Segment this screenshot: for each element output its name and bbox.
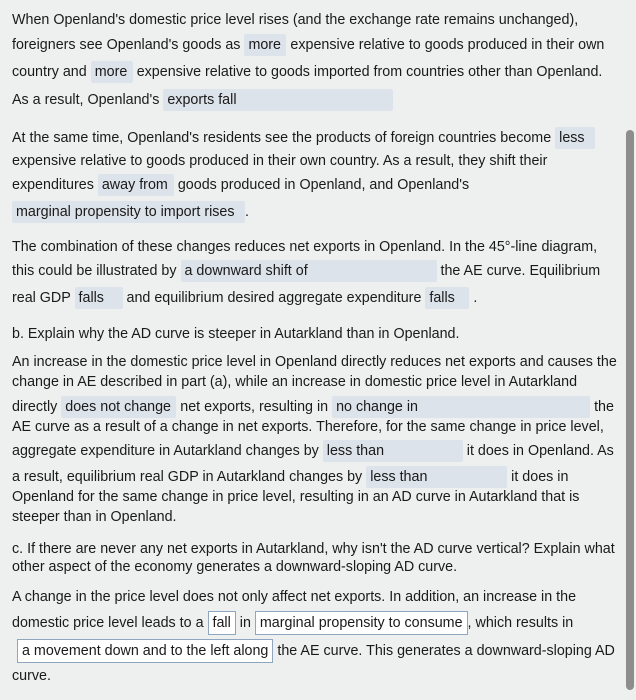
p4-text: it does in Openland. As [466,442,614,459]
p1-text: foreigners see Openland's goods as [12,36,241,53]
p1-line2 [12,34,604,56]
p1-line3 [12,61,602,83]
p3-text: and equilibrium desired aggregate expenditure [126,289,422,306]
p4-text: the [594,398,614,415]
p1-text: expensive relative to goods produced in their own [290,36,605,53]
p4-line6 [12,466,568,488]
p4-line2: change in AE described in part (a), while an increase in domestic price level in Autarkland [12,374,578,390]
answer-dropdown-desired-ae[interactable]: falls [425,287,469,309]
p1-line1: When Openland's domestic price level rises (and the exchange rate remains unchanged), [12,12,579,28]
answer-dropdown-imports-relative[interactable]: more [91,61,133,83]
p2-line3 [12,174,469,196]
p3-line1: The combination of these changes reduces net exports in Openland. In the 45°-line diagram, [12,239,598,255]
p2-text: At the same time, Openland's residents see the products of foreign countries become [12,129,552,146]
p1-text: expensive relative to goods imported from countries other than Openland. [136,63,603,80]
p4-line3 [12,396,614,418]
p3-text: real GDP [12,289,71,306]
p5-line1: A change in the price level does not only affect net exports. In addition, an increase in the [12,589,577,605]
p4-text: a result, equilibrium real GDP in Autarkland changes by [12,468,363,485]
p2-line1 [12,127,595,149]
p4-text: aggregate expenditure in Autarkland changes by [12,442,319,459]
p5-line2 [12,611,573,635]
p2-text: goods produced in Openland, and Openland's [177,176,470,193]
p4-text: directly [12,398,58,415]
answer-dropdown-ae-shift[interactable]: a downward shift of [181,260,437,282]
p4-line1: An increase in the domestic price level in Openland directly reduces net exports and causes the [12,354,617,370]
p5-line4: curve. [12,668,51,684]
p4-line4: AE curve as a result of a change in net exports. Therefore, for the same change in price level, [12,419,604,435]
p2-line4 [12,201,249,223]
question-c-line1: c. If there are never any net exports in Autarkland, why isn't the AD curve vertical? Explain what [12,541,615,557]
p3-line3 [12,287,477,309]
answer-dropdown-exports[interactable]: exports fall [163,89,393,111]
p1-text: country and [12,63,87,80]
vertical-scrollbar[interactable] [626,130,634,690]
answer-dropdown-expenditure-shift[interactable]: away from [98,174,174,196]
p3-period: . [473,289,478,306]
answer-dropdown-goods-relative[interactable]: more [244,34,286,56]
p4-line5 [12,440,614,462]
p5-text: in [239,614,251,631]
p4-text: net exports, resulting in [180,398,329,415]
question-c-line2: other aspect of the economy generates a downward-sloping AD curve. [12,559,458,575]
p5-line3 [17,639,615,663]
answer-dropdown-price-effect[interactable]: fall [208,611,236,635]
p4-line7: Openland for the same change in price level, resulting in an AD curve in Autarkland that is [12,489,580,505]
answer-dropdown-real-gdp[interactable]: falls [75,287,123,309]
answer-dropdown-mp-import[interactable]: marginal propensity to import rises [12,201,245,223]
p1-text: As a result, Openland's [12,91,160,108]
p4-line8: steeper than in Openland. [12,509,177,525]
p1-line4 [12,89,393,111]
p3-line2 [12,260,600,282]
answer-dropdown-gdp-comparison[interactable]: less than [366,466,507,488]
p5-text: domestic price level leads to a [12,614,204,631]
p3-text: the AE curve. Equilibrium [440,262,601,279]
p2-text: expenditures [12,176,94,193]
p2-period: . [245,203,249,220]
p5-text: the AE curve. This generates a downward-sloping AD [277,642,615,659]
answer-dropdown-mpc[interactable]: marginal propensity to consume [255,611,468,635]
question-b: b. Explain why the AD curve is steeper in Autarkland than in Openland. [12,326,460,342]
p3-text: this could be illustrated by [12,262,177,279]
answer-dropdown-autarkland-nx[interactable]: does not change [61,396,176,418]
p2-line2: expensive relative to goods produced in their own country. As a result, they shift their [12,153,548,169]
answer-dropdown-foreign-expensive[interactable]: less [555,127,595,149]
p5-text: , which results in [467,614,574,631]
answer-dropdown-ae-change[interactable]: no change in [332,396,590,418]
p4-text: it does in [511,468,569,485]
answer-dropdown-ae-movement[interactable]: a movement down and to the left along [17,639,273,663]
answer-dropdown-ae-comparison[interactable]: less than [323,440,463,462]
